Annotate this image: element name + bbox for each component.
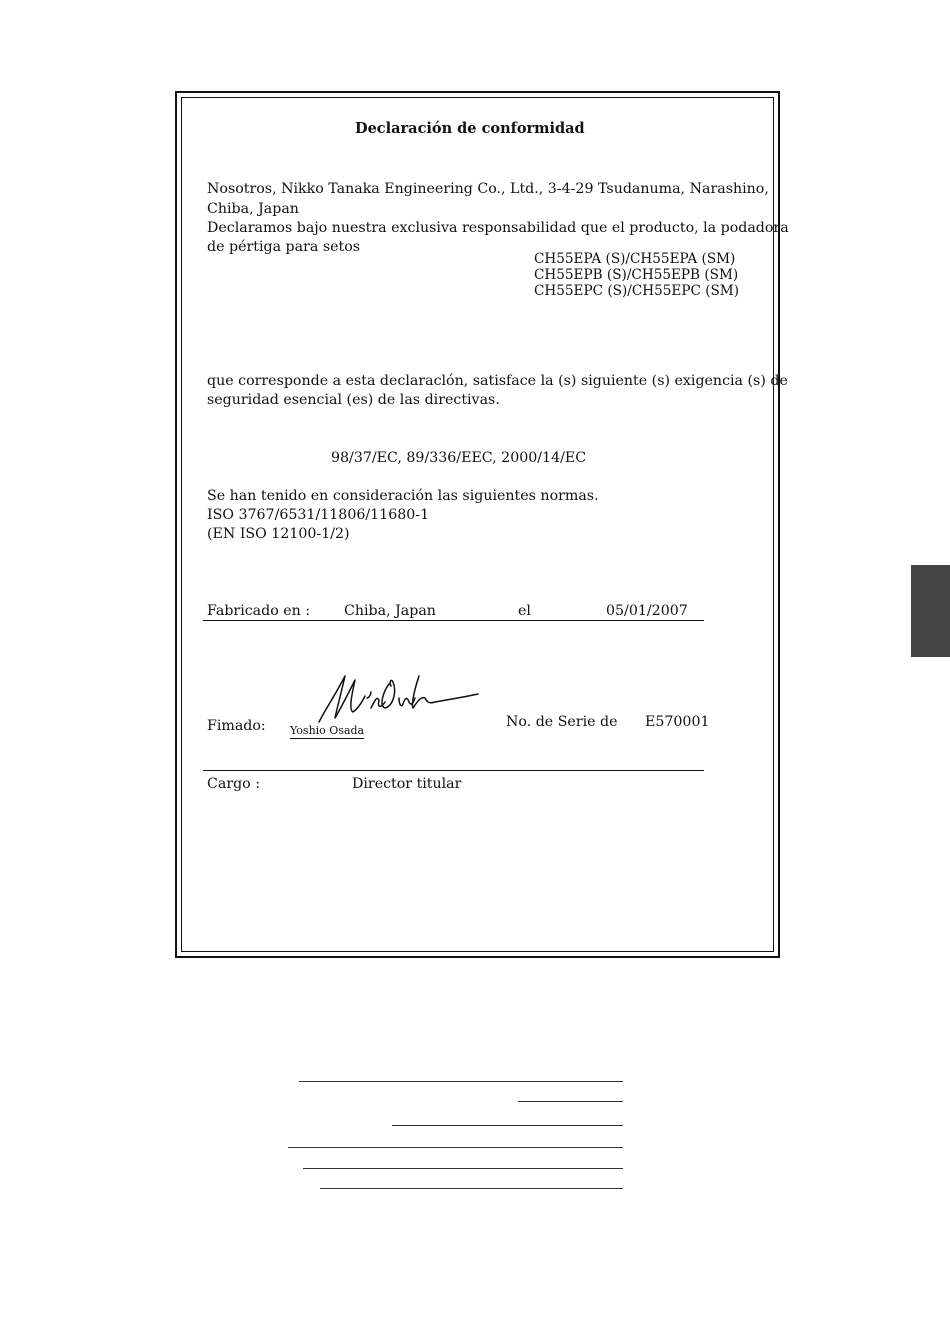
intro-line-1: Nosotros, Nikko Tanaka Engineering Co., Ltd., 3-4-29 Tsudanuma, Narashino, xyxy=(207,181,769,197)
intro-line-2: Chiba, Japan xyxy=(207,201,299,217)
blank-line-3 xyxy=(392,1125,623,1126)
section-tab-marker xyxy=(911,565,950,657)
model-line-1: CH55EPA (S)/CH55EPA (SM) xyxy=(534,251,736,267)
blank-line-5 xyxy=(303,1168,623,1169)
handwritten-signature xyxy=(315,668,483,728)
document-title: Declaración de conformidad xyxy=(355,120,585,137)
conformity-line-1: que corresponde a esta declaraclón, satisface la (s) siguiente (s) exigencia (s) de xyxy=(207,373,788,389)
standards-line-3: (EN ISO 12100-1/2) xyxy=(207,526,350,542)
signature-underline xyxy=(203,770,704,771)
manufactured-label: Fabricado en : xyxy=(207,603,311,619)
intro-line-3: Declaramos bajo nuestra exclusiva responsabilidad que el producto, la podadora xyxy=(207,220,789,236)
standards-line-2: ISO 3767/6531/11806/11680-1 xyxy=(207,507,430,523)
blank-line-1 xyxy=(299,1081,623,1082)
signed-label: Fimado: xyxy=(207,718,266,734)
serial-label: No. de Serie de xyxy=(506,714,618,730)
position-label: Cargo : xyxy=(207,776,261,792)
serial-number: E570001 xyxy=(645,714,710,730)
intro-line-4: de pértiga para setos xyxy=(207,239,361,255)
blank-line-4 xyxy=(288,1147,623,1148)
standards-line-1: Se han tenido en consideración las siguientes normas. xyxy=(207,488,599,504)
blank-line-2 xyxy=(518,1101,623,1102)
position-value: Director titular xyxy=(352,776,462,792)
directives-list: 98/37/EC, 89/336/EEC, 2000/14/EC xyxy=(331,450,587,466)
conformity-line-2: seguridad esencial (es) de las directivas. xyxy=(207,392,500,408)
model-line-2: CH55EPB (S)/CH55EPB (SM) xyxy=(534,267,739,283)
signatory-name: Yoshio Osada xyxy=(290,724,365,737)
manufactured-date: 05/01/2007 xyxy=(606,603,688,619)
date-label: el xyxy=(518,603,531,619)
model-line-3: CH55EPC (S)/CH55EPC (SM) xyxy=(534,283,740,299)
manufactured-underline xyxy=(203,620,704,621)
manufactured-place: Chiba, Japan xyxy=(344,603,436,619)
blank-line-6 xyxy=(320,1188,623,1189)
